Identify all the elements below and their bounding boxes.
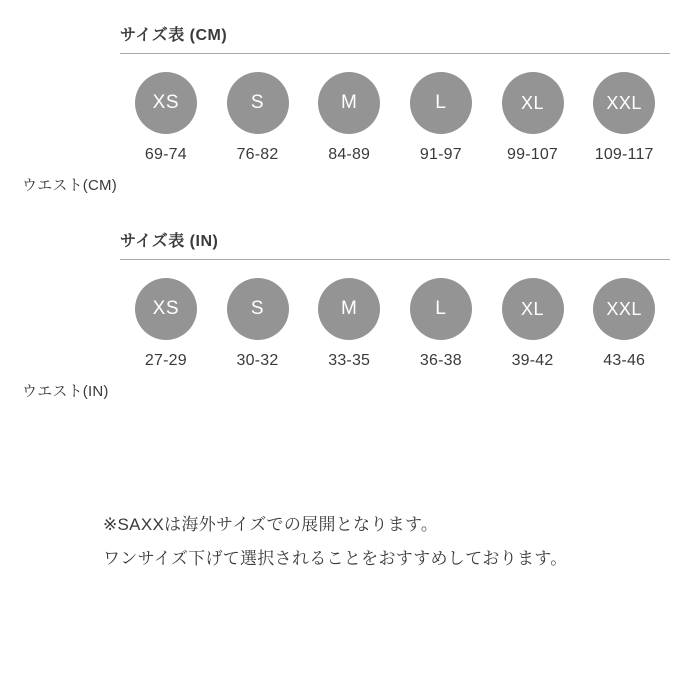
size-circle-xxl: XXL xyxy=(593,72,655,134)
waist-value-s: 76-82 xyxy=(236,146,279,163)
size-values-row-cm xyxy=(120,146,670,164)
size-cell xyxy=(487,72,579,134)
size-cell xyxy=(212,278,304,340)
size-circle-s: S xyxy=(227,278,289,340)
row-label-waist-cm: ウエスト(CM) xyxy=(22,177,117,194)
size-circle-xxl: XXL xyxy=(593,278,655,340)
waist-value-s: 30-32 xyxy=(236,352,279,369)
size-cell xyxy=(487,278,579,340)
size-table-cm xyxy=(0,22,700,194)
size-values-row-in xyxy=(120,352,670,370)
size-circles-row-in xyxy=(120,278,670,340)
size-circle-s: S xyxy=(227,72,289,134)
size-cell xyxy=(578,278,670,340)
size-cell xyxy=(120,72,212,134)
size-circles-row-cm xyxy=(120,72,670,134)
table-title-in: サイズ表 (IN) xyxy=(120,233,219,250)
size-circle-l: L xyxy=(410,278,472,340)
size-cell xyxy=(212,72,304,134)
waist-value-m: 33-35 xyxy=(328,352,371,369)
waist-value-xl: 39-42 xyxy=(511,352,554,369)
size-cell xyxy=(120,278,212,340)
footer-notes xyxy=(103,508,683,576)
table-rule-cm xyxy=(120,53,670,54)
size-circle-xs: XS xyxy=(135,278,197,340)
table-title-cm: サイズ表 (CM) xyxy=(120,27,228,44)
size-circle-xl: XL xyxy=(502,72,564,134)
waist-value-xl: 99-107 xyxy=(507,146,559,163)
waist-value-m: 84-89 xyxy=(328,146,371,163)
size-circle-m: M xyxy=(318,72,380,134)
table-rule-in xyxy=(120,259,670,260)
size-cell xyxy=(395,72,487,134)
size-cell xyxy=(395,278,487,340)
note-line-2: ワンサイズ下げて選択されることをおすすめしております。 xyxy=(103,549,568,568)
row-label-waist-in: ウエスト(IN) xyxy=(22,383,109,400)
size-table-in xyxy=(0,228,700,400)
size-circle-m: M xyxy=(318,278,380,340)
waist-value-l: 91-97 xyxy=(419,146,462,163)
waist-value-xxl: 109-117 xyxy=(594,146,654,163)
size-circle-l: L xyxy=(410,72,472,134)
size-circle-xs: XS xyxy=(135,72,197,134)
size-cell xyxy=(578,72,670,134)
waist-value-xs: 69-74 xyxy=(144,146,187,163)
waist-value-xs: 27-29 xyxy=(144,352,187,369)
size-cell xyxy=(303,278,395,340)
waist-value-l: 36-38 xyxy=(419,352,462,369)
note-line-1: ※SAXXは海外サイズでの展開となります。 xyxy=(103,515,439,534)
waist-value-xxl: 43-46 xyxy=(603,352,646,369)
size-cell xyxy=(303,72,395,134)
size-circle-xl: XL xyxy=(502,278,564,340)
